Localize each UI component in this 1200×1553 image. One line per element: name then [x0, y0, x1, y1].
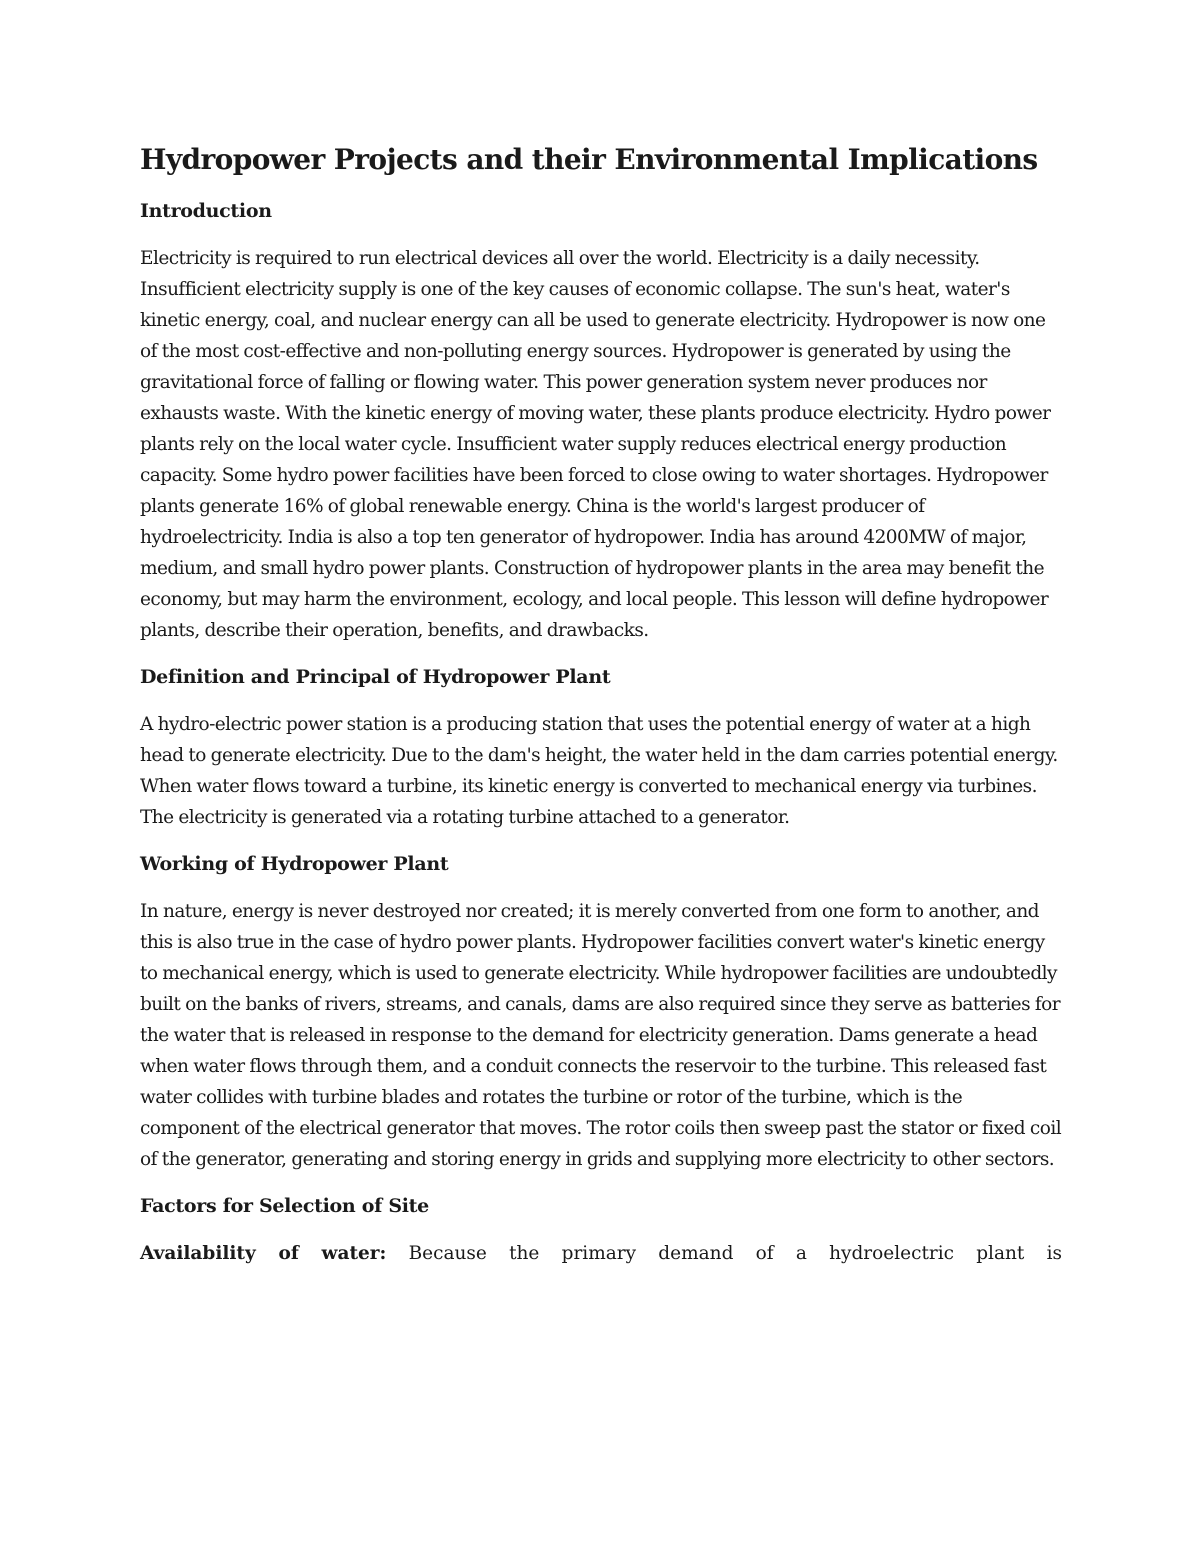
- availability-of-water-text: Because the primary demand of a hydroelectric plant is: [408, 1243, 1062, 1264]
- paragraph-definition: A hydro-electric power station is a producing station that uses the potential energy of water at a high head to generate electricity. Due to the dam's height, the water held in the dam carries potential energy. When water flows toward a turbine, its kinetic energy is converted to mechanical energy via turbines. The electricity is generated via a rotating turbine attached to a generator.: [140, 714, 1058, 828]
- paragraph-introduction: Electricity is required to run electrical devices all over the world. Electricity is a daily necessity. Insufficient electricity supply is one of the key causes of economic collapse. The sun's heat, water's kinetic energy, coal, and nuclear energy can all be used to generate electricity. Hydropower is now one of the most cost-effective and non-polluting energy sources. Hydropower is generated by using the gravitational force of falling or flowing water. This power generation system never produces nor exhausts waste. With the kinetic energy of moving water, these plants produce electricity. Hydro power plants rely on the local water cycle. Insufficient water supply reduces electrical energy production capacity. Some hydro power facilities have been forced to close owing to water shortages. Hydropower plants generate 16% of global renewable energy. China is the world's largest producer of hydroelectricity. India is also a top ten generator of hydropower. India has around 4200MW of major, medium, and small hydro power plants. Construction of hydropower plants in the area may benefit the economy, but may harm the environment, ecology, and local people. This lesson will define hydropower plants, describe their operation, benefits, and drawbacks.: [140, 248, 1051, 641]
- document-title: Hydropower Projects and their Environmental Implications: [140, 143, 1038, 176]
- paragraph-availability-of-water: [140, 1238, 1062, 1269]
- section-heading-site-selection: Factors for Selection of Site: [140, 1195, 429, 1217]
- section-heading-definition: Definition and Principal of Hydropower Plant: [140, 666, 611, 688]
- document-page: [140, 140, 1062, 1285]
- section-heading-introduction: Introduction: [140, 200, 272, 222]
- paragraph-working: In nature, energy is never destroyed nor created; it is merely converted from one form to another, and this is also true in the case of hydro power plants. Hydropower facilities convert water's kinetic energy to mechanical energy, which is used to generate electricity. While hydropower facilities are undoubtedly built on the banks of rivers, streams, and canals, dams are also required since they serve as batteries for the water that is released in response to the demand for electricity generation. Dams generate a head when water flows through them, and a conduit connects the reservoir to the turbine. This released fast water collides with turbine blades and rotates the turbine or rotor of the turbine, which is the component of the electrical generator that moves. The rotor coils then sweep past the stator or fixed coil of the generator, generating and storing energy in grids and supplying more electricity to other sectors.: [140, 901, 1062, 1170]
- section-heading-working: Working of Hydropower Plant: [140, 853, 449, 875]
- availability-of-water-label: Availability of water:: [140, 1243, 387, 1264]
